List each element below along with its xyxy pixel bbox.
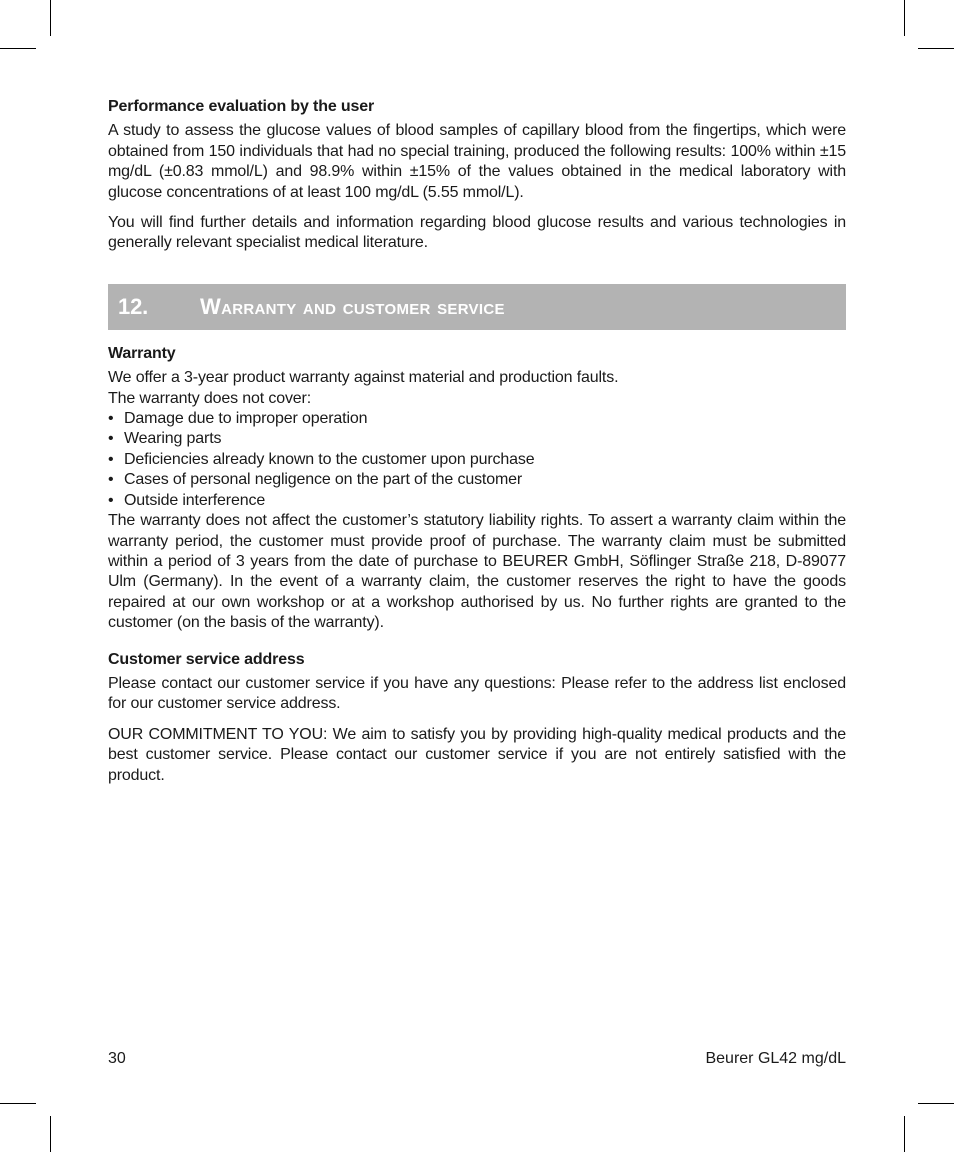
warranty-exclusions-list	[108, 409, 846, 511]
warranty-paragraph: The warranty does not cover:	[108, 389, 312, 407]
crop-mark	[918, 48, 954, 49]
warranty-paragraph: The warranty does not affect the customer’s statutory liability rights. To assert a warranty claim within the warranty period, the customer must provide proof of purchase. The warranty claim must be submitted within a period of 3 years from the date of purchase to BEURER GmbH, Söflinger Straße 218, D-89077 Ulm (Germany). In the event of a warranty claim, the customer reserves the right to have the goods repaired at our own workshop or at a workshop authorised by us. No further rights are granted to the customer (on the basis of the warranty).	[108, 512, 846, 632]
list-item: • Damage due to improper operation	[108, 409, 846, 429]
section-number: 12.	[118, 293, 149, 319]
performance-paragraph: A study to assess the glucose values of blood samples of capillary blood from the fingertips, which were obtained from 150 individuals that had no special training, produced the following results: 100% within ±15 mg/dL (±0.83 mmol/L) and 98.9% within ±15% of the values obtained in the medical laboratory with glucose concentrations of at least 100 mg/dL (5.55 mmol/L).	[108, 122, 846, 201]
page-number: 30	[108, 1050, 126, 1067]
crop-mark	[904, 0, 905, 36]
crop-mark	[0, 48, 36, 49]
customer-service-paragraph: OUR COMMITMENT TO YOU: We aim to satisfy you by providing high-quality medical products and the best customer service. Please contact our customer service if you are not entirely satisfied with the product.	[108, 725, 846, 784]
crop-mark	[50, 0, 51, 36]
customer-service-paragraph: Please contact our customer service if you have any questions: Please refer to the address list enclosed for our customer service address.	[108, 674, 846, 713]
performance-heading: Performance evaluation by the user	[108, 98, 375, 115]
list-item: • Deficiencies already known to the customer upon purchase	[108, 450, 846, 470]
crop-mark	[904, 1116, 905, 1152]
list-item: • Wearing parts	[108, 429, 846, 449]
list-item: • Cases of personal negligence on the part of the customer	[108, 470, 846, 490]
page-content	[108, 97, 846, 786]
section-title: Warranty and customer service	[200, 293, 505, 319]
product-name: Beurer GL42 mg/dL	[705, 1050, 846, 1067]
warranty-paragraph: We offer a 3-year product warranty against material and production faults.	[108, 369, 619, 387]
crop-mark	[0, 1103, 36, 1104]
performance-paragraph: You will find further details and information regarding blood glucose results and various technologies in generally relevant specialist medical literature.	[108, 214, 846, 252]
warranty-heading: Warranty	[108, 344, 176, 362]
section-header	[108, 284, 846, 330]
crop-mark	[50, 1116, 51, 1152]
list-item: • Outside interference	[108, 491, 846, 511]
customer-service-heading: Customer service address	[108, 650, 305, 668]
crop-mark	[918, 1103, 954, 1104]
